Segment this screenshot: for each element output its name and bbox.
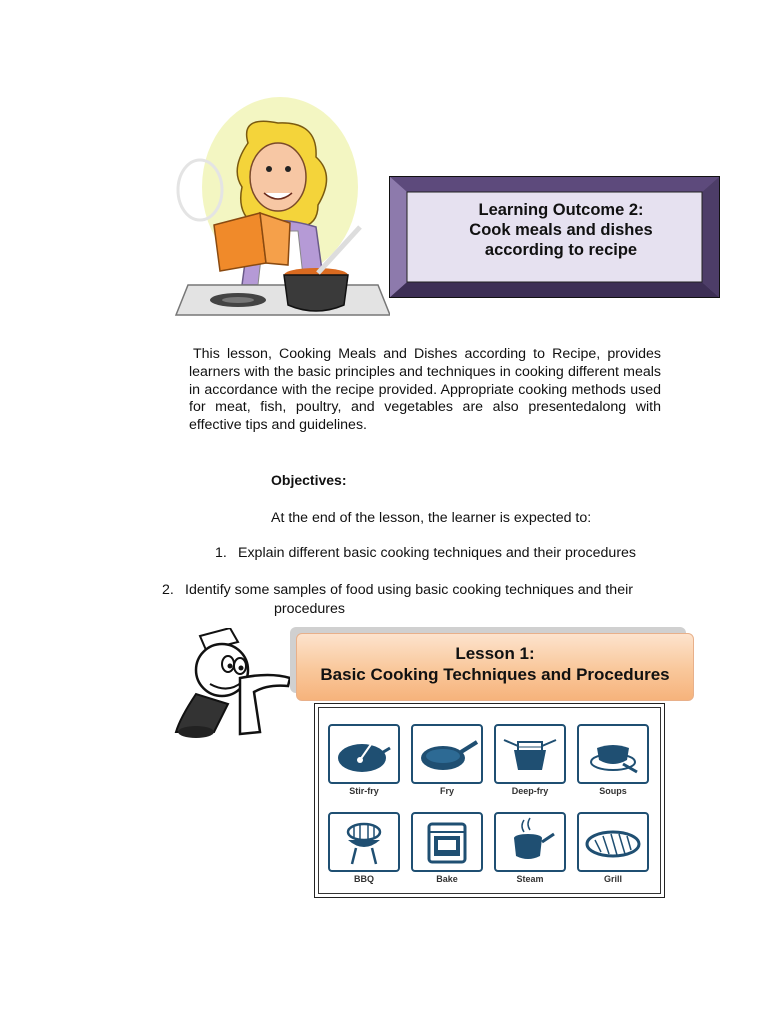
technique-label: Soups xyxy=(599,786,627,796)
deep-fryer-icon xyxy=(496,726,564,782)
objective-text-continuation: procedures xyxy=(274,601,345,617)
technique-tile xyxy=(577,812,649,872)
technique-tile xyxy=(328,812,400,872)
learning-outcome-line-3: according to recipe xyxy=(484,241,638,259)
technique-label: Deep-fry xyxy=(511,786,549,796)
technique-tile xyxy=(411,812,483,872)
technique-fry xyxy=(411,724,483,804)
technique-soups xyxy=(577,724,649,804)
technique-deep-fry xyxy=(494,724,566,804)
technique-tile xyxy=(577,724,649,784)
technique-bake xyxy=(411,812,483,892)
learning-outcome-line-1: Learning Outcome 2: xyxy=(478,201,644,219)
objective-text: Explain different basic cooking techniques and their procedures xyxy=(238,545,637,561)
objective-number: 2. xyxy=(162,582,174,598)
cooking-techniques-figure xyxy=(314,703,665,898)
objectives-intro: At the end of the lesson, the learner is expected to: xyxy=(271,510,592,526)
chef-cooking-illustration xyxy=(168,95,390,330)
cooking-techniques-grid xyxy=(318,707,661,894)
technique-label: BBQ xyxy=(354,874,374,884)
grill-pan-icon xyxy=(579,814,647,870)
learning-outcome-line-2: Cook meals and dishes xyxy=(469,221,653,239)
technique-label: Steam xyxy=(516,874,544,884)
lesson-title: Basic Cooking Techniques and Procedures xyxy=(320,665,670,684)
technique-bbq xyxy=(328,812,400,892)
technique-label: Bake xyxy=(436,874,458,884)
objective-number: 1. xyxy=(215,545,227,561)
technique-tile xyxy=(494,724,566,784)
technique-stir-fry xyxy=(328,724,400,804)
lesson-banner xyxy=(296,633,694,701)
technique-tile xyxy=(494,812,566,872)
lesson-number: Lesson 1: xyxy=(455,644,535,663)
objective-item xyxy=(162,581,662,619)
soup-bowl-icon xyxy=(579,726,647,782)
technique-tile xyxy=(328,724,400,784)
oven-icon xyxy=(413,814,481,870)
technique-tile xyxy=(411,724,483,784)
technique-label: Stir-fry xyxy=(349,786,379,796)
cartoon-reader-illustration xyxy=(170,628,298,740)
steamer-icon xyxy=(496,814,564,870)
objectives-heading: Objectives: xyxy=(271,472,347,488)
intro-paragraph: This lesson, Cooking Meals and Dishes according to Recipe, provides learners with the basic principles and techniques in cooking different meals in accordance with the recipe provided. Appropriate cooking methods used for meat, fish, poultry, and vegetables are also presentedalong with effective tips and guidelines. xyxy=(189,346,661,434)
technique-grill xyxy=(577,812,649,892)
bbq-grill-icon xyxy=(330,814,398,870)
learning-outcome-title xyxy=(405,200,717,260)
technique-label: Fry xyxy=(439,786,454,796)
technique-label: Grill xyxy=(603,874,622,884)
wok-icon xyxy=(330,726,398,782)
objective-text: Identify some samples of food using basic cooking techniques and their xyxy=(185,582,633,598)
objective-item xyxy=(215,545,636,561)
frying-pan-icon xyxy=(413,726,481,782)
technique-steam xyxy=(494,812,566,892)
